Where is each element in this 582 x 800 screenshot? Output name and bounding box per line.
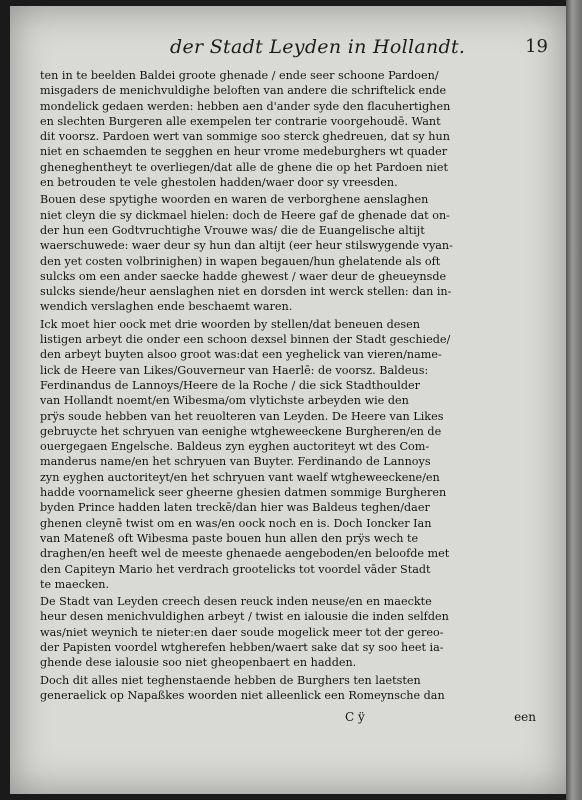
text-line: Bouen dese spytighe woorden en waren de verborghene aenslaghen <box>40 193 429 207</box>
text-line: niet en schaemden te segghen en heur vrome medeburghers wt quader <box>40 145 448 159</box>
paragraph <box>40 68 534 190</box>
text-line: sulcks siende/heur aenslaghen niet en dorsden int werck stellen: dan in- <box>40 285 452 299</box>
page-number: 19 <box>525 36 548 57</box>
book-page <box>10 6 566 794</box>
text-line: hadde voornamelick seer gheerne ghesien datmen sommige Burgheren <box>40 486 447 500</box>
text-line: generaelick op Napaßkes woorden niet alleenlick een Romeynsche dan <box>40 688 445 702</box>
text-line: byden Prince hadden laten treckē/dan hier was Baldeus teghen/daer <box>40 501 430 515</box>
text-line: den Capiteyn Mario het verdrach grootelicks tot voordel vāder Stadt <box>40 562 431 576</box>
text-line: mondelick gedaen werden: hebben aen d'ander syde den flacuhertighen <box>40 99 451 113</box>
text-line: Ferdinandus de Lannoys/Heere de la Roche / die sick Stadthoulder <box>40 378 420 392</box>
text-line: gebruycte het schryuen van eenighe wtgheweeckene Burgheren/en de <box>40 424 442 438</box>
catchword: een <box>514 710 536 724</box>
text-line: heur desen menichvuldighen arbeyt / twist en ialousie die inden selfden <box>40 610 449 624</box>
text-line: niet cleyn die sy dickmael hielen: doch de Heere gaf de ghenade dat on- <box>40 208 450 222</box>
text-line: listigen arbeyt die onder een schoon dexsel binnen der Stadt geschiede/ <box>40 333 451 347</box>
text-line: den yet costen volbrinighen) in wapen begauen/hun ghelatende als oft <box>40 254 441 268</box>
text-line: den arbeyt buyten alsoo groot was:dat een yeghelick van vieren/name- <box>40 348 442 362</box>
paragraph <box>40 673 534 704</box>
text-line: te maecken. <box>40 577 109 591</box>
text-line: was/niet weynich te nieter:en daer soude mogelick meer tot der gereo- <box>40 625 444 639</box>
running-title: der Stadt Leyden in Hollandt. <box>170 36 466 58</box>
text-line: der hun een Godtvruchtighe Vrouwe was/ die de Euangelische altijt <box>40 223 425 237</box>
page-footer <box>10 710 566 730</box>
paragraph <box>40 594 534 670</box>
text-line: en slechten Burgeren alle exempelen ter contrarie voorgehoudē. Want <box>40 114 441 128</box>
book-spine-edge <box>566 0 582 800</box>
text-line: Ick moet hier oock met drie woorden by stellen/dat beneuen desen <box>40 317 420 331</box>
body-text <box>40 68 534 703</box>
paragraph <box>40 192 534 314</box>
text-line: lick de Heere van Likes/Gouverneur van Haerlē: de voorsz. Baldeus: <box>40 363 429 377</box>
text-line: en betrouden te vele ghestolen hadden/waer door sy vreesden. <box>40 176 398 190</box>
text-line: ghenen cleynē twist om en was/en oock noch en is. Doch Ioncker Ian <box>40 516 432 530</box>
signature-mark: C ÿ <box>345 710 365 724</box>
text-line: wendich verslaghen ende beschaemt waren. <box>40 300 293 314</box>
text-line: De Stadt van Leyden creech desen reuck inden neuse/en en maeckte <box>40 595 432 609</box>
text-line: ten in te beelden Baldei groote ghenade / ende seer schoone Pardoen/ <box>40 69 439 82</box>
text-line: dit voorsz. Pardoen wert van sommige soo sterck ghedreuen, dat sy hun <box>40 130 450 144</box>
text-line: manderus name/en het schryuen van Buyter. Ferdinando de Lannoys <box>40 455 431 469</box>
text-line: van Hollandt noemt/en Wibesma/om vlytichste arbeyden wie den <box>40 394 409 408</box>
page-header <box>10 36 566 60</box>
text-line: prÿs soude hebben van het reuolteren van Leyden. De Heere van Likes <box>40 409 444 423</box>
text-line: ghende dese ialousie soo niet gheopenbaert en hadden. <box>40 656 357 670</box>
text-line: zyn eyghen auctoriteyt/en het schryuen vant waelf wtgheweeckene/en <box>40 470 440 484</box>
text-line: misgaders de menichvuldighe beloften van andere die schriftelick ende <box>40 84 447 98</box>
text-line: der Papisten voordel wtgherefen hebben/waert sake dat sy soo heet ia- <box>40 640 444 654</box>
text-line: gheneghentheyt te overliegen/dat alle de ghene die op het Pardoen niet <box>40 160 448 174</box>
text-line: Doch dit alles niet teghenstaende hebben de Burghers ten laetsten <box>40 673 421 687</box>
text-line: ouergegaen Engelsche. Baldeus zyn eyghen auctoriteyt wt des Com- <box>40 440 430 454</box>
text-line: waerschuwede: waer deur sy hun dan altijt (eer heur stilswygende vyan- <box>40 239 453 253</box>
text-line: van Mateneß oft Wibesma paste bouen hun allen den prÿs wech te <box>40 531 419 545</box>
text-line: draghen/en heeft wel de meeste ghenaede aengeboden/en beloofde met <box>40 547 450 561</box>
paragraph <box>40 317 534 592</box>
text-line: sulcks om een ander saecke hadde ghewest / waer deur de gheueynsde <box>40 269 447 283</box>
